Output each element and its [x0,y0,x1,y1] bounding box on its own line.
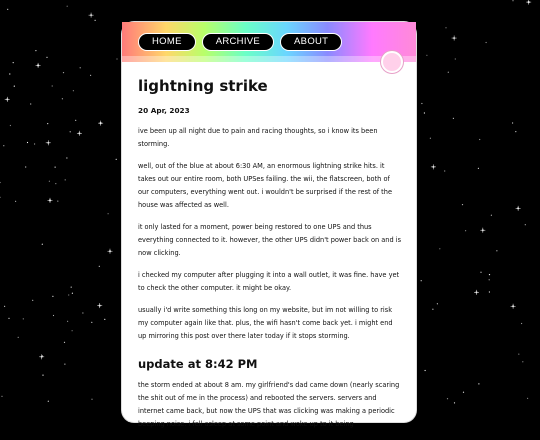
star-icon [424,112,425,113]
star-icon [0,182,1,183]
nav-archive-button[interactable]: ARCHIVE [202,33,274,51]
sparkle-icon [98,121,103,126]
star-icon [444,170,445,171]
sparkle-icon [431,164,436,169]
star-icon [52,296,53,297]
star-icon [65,179,66,180]
star-icon [62,98,63,99]
star-icon [64,364,65,365]
star-icon [518,354,519,355]
star-icon [522,361,523,362]
star-icon [521,323,522,324]
sparkle-icon [516,206,521,211]
star-icon [70,131,71,132]
star-icon [0,197,1,198]
star-icon [463,392,464,393]
update-paragraph: the storm ended at about 8 am. my girlfriend's dad came down (nearly scaring the shit out of me in the process) and rebooted the servers. servers and internet came back, but now the UPS that was clicking was making a periodic beeping noise. i fell asleep at some point and woke up to it being [138,381,400,428]
star-icon [489,274,490,275]
star-icon [479,139,480,140]
star-icon [72,330,73,331]
star-icon [82,312,83,313]
star-icon [489,279,490,280]
post-paragraph: it only lasted for a moment, power being restored to one UPS and thus everything connected to it. however, the other UPS didn't power back on and is now clicking. [138,223,402,257]
sparkle-icon [77,131,82,136]
star-icon [426,55,427,56]
post-date: 20 Apr, 2023 [138,106,190,115]
star-icon [67,321,68,322]
star-icon [35,50,36,51]
star-icon [430,138,431,139]
star-icon [515,131,516,132]
star-icon [32,300,33,301]
star-icon [53,315,54,316]
sparkle-icon [39,354,44,359]
star-icon [72,293,73,294]
star-icon [512,122,513,123]
star-icon [439,248,440,249]
star-icon [465,230,466,231]
star-icon [91,399,92,400]
star-icon [42,375,43,376]
star-icon [478,383,479,384]
star-icon [13,62,14,63]
star-icon [95,20,96,21]
star-icon [512,0,513,1]
star-icon [9,73,10,74]
star-icon [99,266,100,267]
star-icon [55,183,56,184]
star-icon [64,342,65,343]
sparkle-icon [107,249,112,254]
star-icon [52,85,53,86]
sparkle-icon [46,140,51,145]
star-icon [447,398,448,399]
nav-about-button[interactable]: ABOUT [280,33,342,51]
star-icon [55,167,56,168]
sparkle-icon [511,304,516,309]
star-icon [491,215,492,216]
star-icon [455,58,456,59]
sparkle-icon [452,36,457,41]
star-icon [27,142,28,143]
star-icon [47,123,48,124]
star-icon [57,201,58,202]
star-icon [437,303,438,304]
update-heading: update at 8:42 PM [138,357,258,371]
sparkle-icon [89,13,94,18]
post-paragraph: well, out of the blue at about 6:30 AM, an enormous lightning strike hits. it takes out our entire room, both UPSes failing. the wii, the flatscreen, both of our computers, everything went out. i wouldn't be surprised if the rest of the house was affected as well. [138,162,393,209]
star-icon [462,204,463,205]
star-icon [453,118,454,119]
star-icon [63,72,64,73]
star-icon [90,75,91,76]
star-icon [525,224,526,225]
nav-bar [138,33,342,51]
star-icon [23,318,24,319]
rainbow-titlebar [122,22,416,62]
sparkle-icon [526,0,531,5]
star-icon [68,294,69,295]
star-icon [7,9,8,10]
star-icon [42,244,43,245]
post-content [138,74,402,440]
star-icon [480,272,481,273]
star-icon [445,27,446,28]
post-title: lightning strike [138,77,268,95]
star-icon [1,396,2,397]
star-icon [448,72,449,73]
star-icon [14,86,15,87]
star-icon [75,120,76,121]
post-paragraph: usually i'd write something this long on my website, but im not willing to risk my computer again like that. plus, the wifi hasn't come back yet. i might end up mirroring this post over there later today if it stops storming. [138,306,393,340]
star-icon [496,250,497,251]
sparkle-icon [5,97,10,102]
star-icon [71,287,72,288]
star-icon [10,125,11,126]
star-icon [104,319,105,320]
star-icon [30,103,31,104]
sparkle-icon [36,63,41,68]
sparkle-icon [97,303,102,308]
star-icon [66,157,67,158]
star-icon [454,402,455,403]
post-paragraph: i checked my computer after plugging it into a wall outlet, it was fine. have yet to check the other computer. it might be okay. [138,271,400,292]
star-icon [25,166,26,167]
star-icon [18,337,19,338]
star-icon [4,306,5,307]
star-icon [46,57,47,58]
scroll-knob-icon[interactable] [381,51,403,73]
star-icon [421,280,422,281]
star-icon [421,103,422,104]
star-icon [116,58,117,59]
star-icon [489,291,490,292]
star-icon [116,159,117,160]
star-icon [3,145,4,146]
sparkle-icon [474,290,479,295]
star-icon [8,318,9,319]
star-icon [49,181,50,182]
star-icon [34,143,35,144]
star-icon [425,370,426,371]
star-icon [486,42,487,43]
star-icon [73,90,74,91]
star-icon [108,213,109,214]
blog-window [122,22,416,428]
nav-home-button[interactable]: HOME [138,33,196,51]
star-icon [478,168,479,169]
sparkle-icon [48,198,53,203]
star-icon [527,398,528,399]
sparkle-icon [480,228,485,233]
star-icon [15,201,16,202]
star-icon [48,401,49,402]
post-paragraph: ive been up all night due to pain and racing thoughts, so i know its been storming. [138,127,378,148]
star-icon [80,67,81,68]
star-icon [67,6,68,7]
star-icon [91,322,92,323]
star-icon [432,309,433,310]
